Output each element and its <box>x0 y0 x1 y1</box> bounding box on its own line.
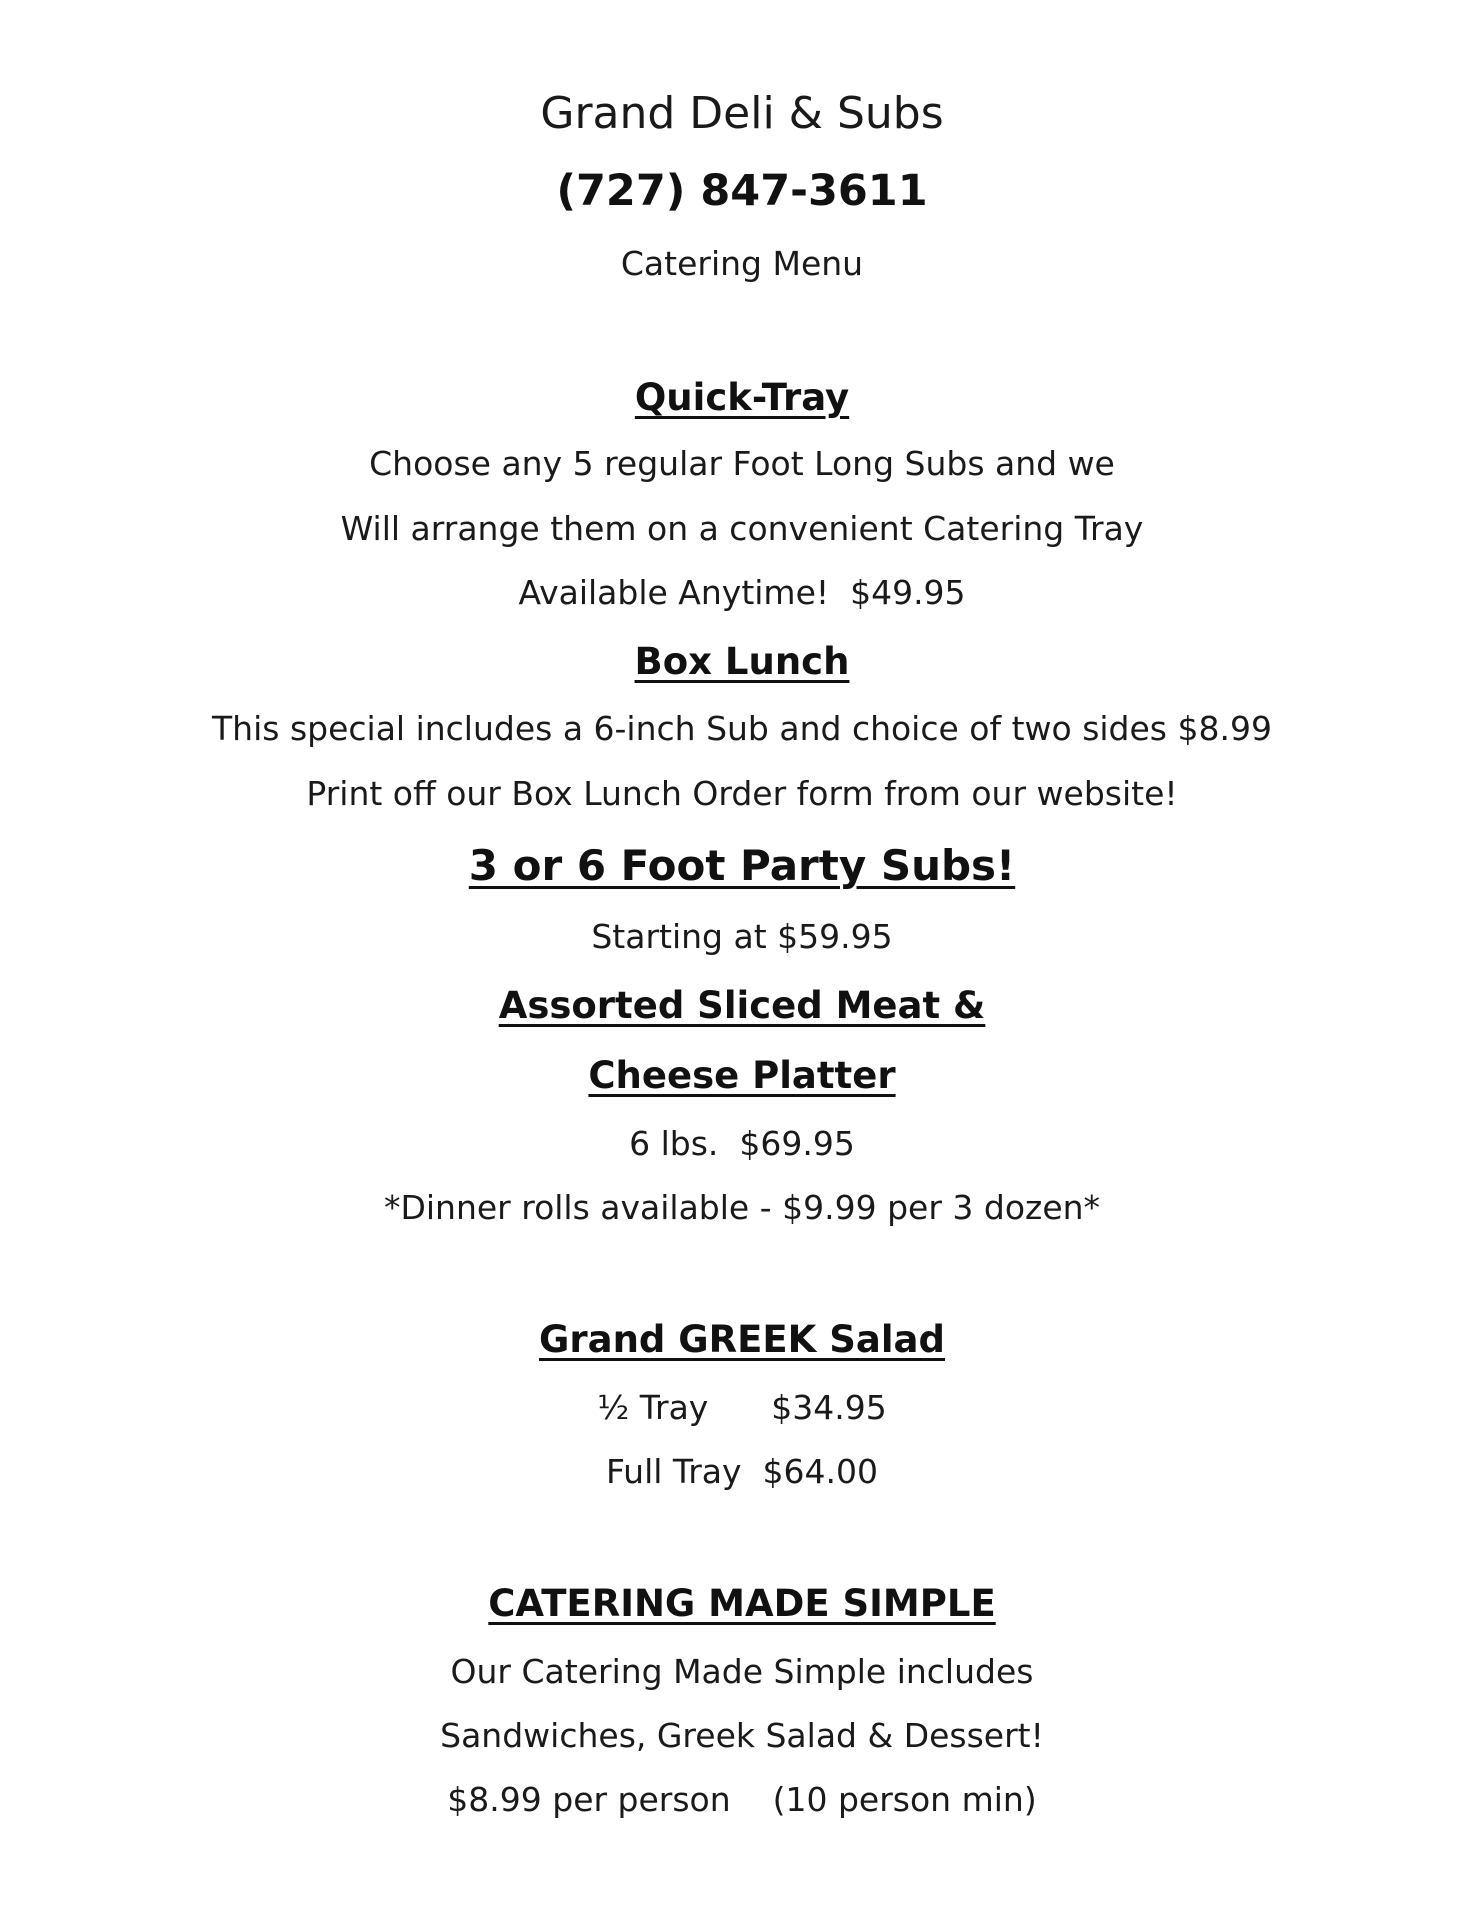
platter-heading-line-2: Cheese Platter <box>588 1054 896 1097</box>
catering-simple-heading: CATERING MADE SIMPLE <box>488 1582 996 1625</box>
party-subs-line-1: Starting at $59.95 <box>591 917 893 956</box>
business-name: Grand Deli & Subs <box>540 88 944 139</box>
greek-salad-half-tray: ½ Tray $34.95 <box>597 1388 887 1427</box>
quick-tray-line-2: Will arrange them on a convenient Catering Tray <box>340 509 1144 548</box>
catering-simple-line-1: Our Catering Made Simple includes <box>450 1652 1034 1691</box>
quick-tray-line-1: Choose any 5 regular Foot Long Subs and we <box>369 444 1115 483</box>
platter-heading-line-1: Assorted Sliced Meat & <box>498 984 986 1027</box>
catering-simple-line-2: Sandwiches, Greek Salad & Dessert! <box>440 1716 1044 1755</box>
box-lunch-heading: Box Lunch <box>634 640 850 683</box>
box-lunch-line-1: This special includes a 6-inch Sub and choice of two sides $8.99 <box>212 709 1272 748</box>
platter-line-1: 6 lbs. $69.95 <box>629 1124 855 1163</box>
quick-tray-heading: Quick-Tray <box>634 376 850 419</box>
party-subs-heading: 3 or 6 Foot Party Subs! <box>468 841 1016 890</box>
platter-line-2: *Dinner rolls available - $9.99 per 3 dozen* <box>383 1188 1101 1227</box>
box-lunch-line-2: Print off our Box Lunch Order form from our website! <box>306 774 1178 813</box>
quick-tray-line-3: Available Anytime! $49.95 <box>518 573 966 612</box>
catering-simple-line-3: $8.99 per person (10 person min) <box>447 1780 1037 1819</box>
phone-number: (727) 847-3611 <box>556 166 928 216</box>
greek-salad-heading: Grand GREEK Salad <box>538 1318 945 1361</box>
greek-salad-full-tray: Full Tray $64.00 <box>606 1452 878 1491</box>
menu-subtitle: Catering Menu <box>620 244 864 283</box>
